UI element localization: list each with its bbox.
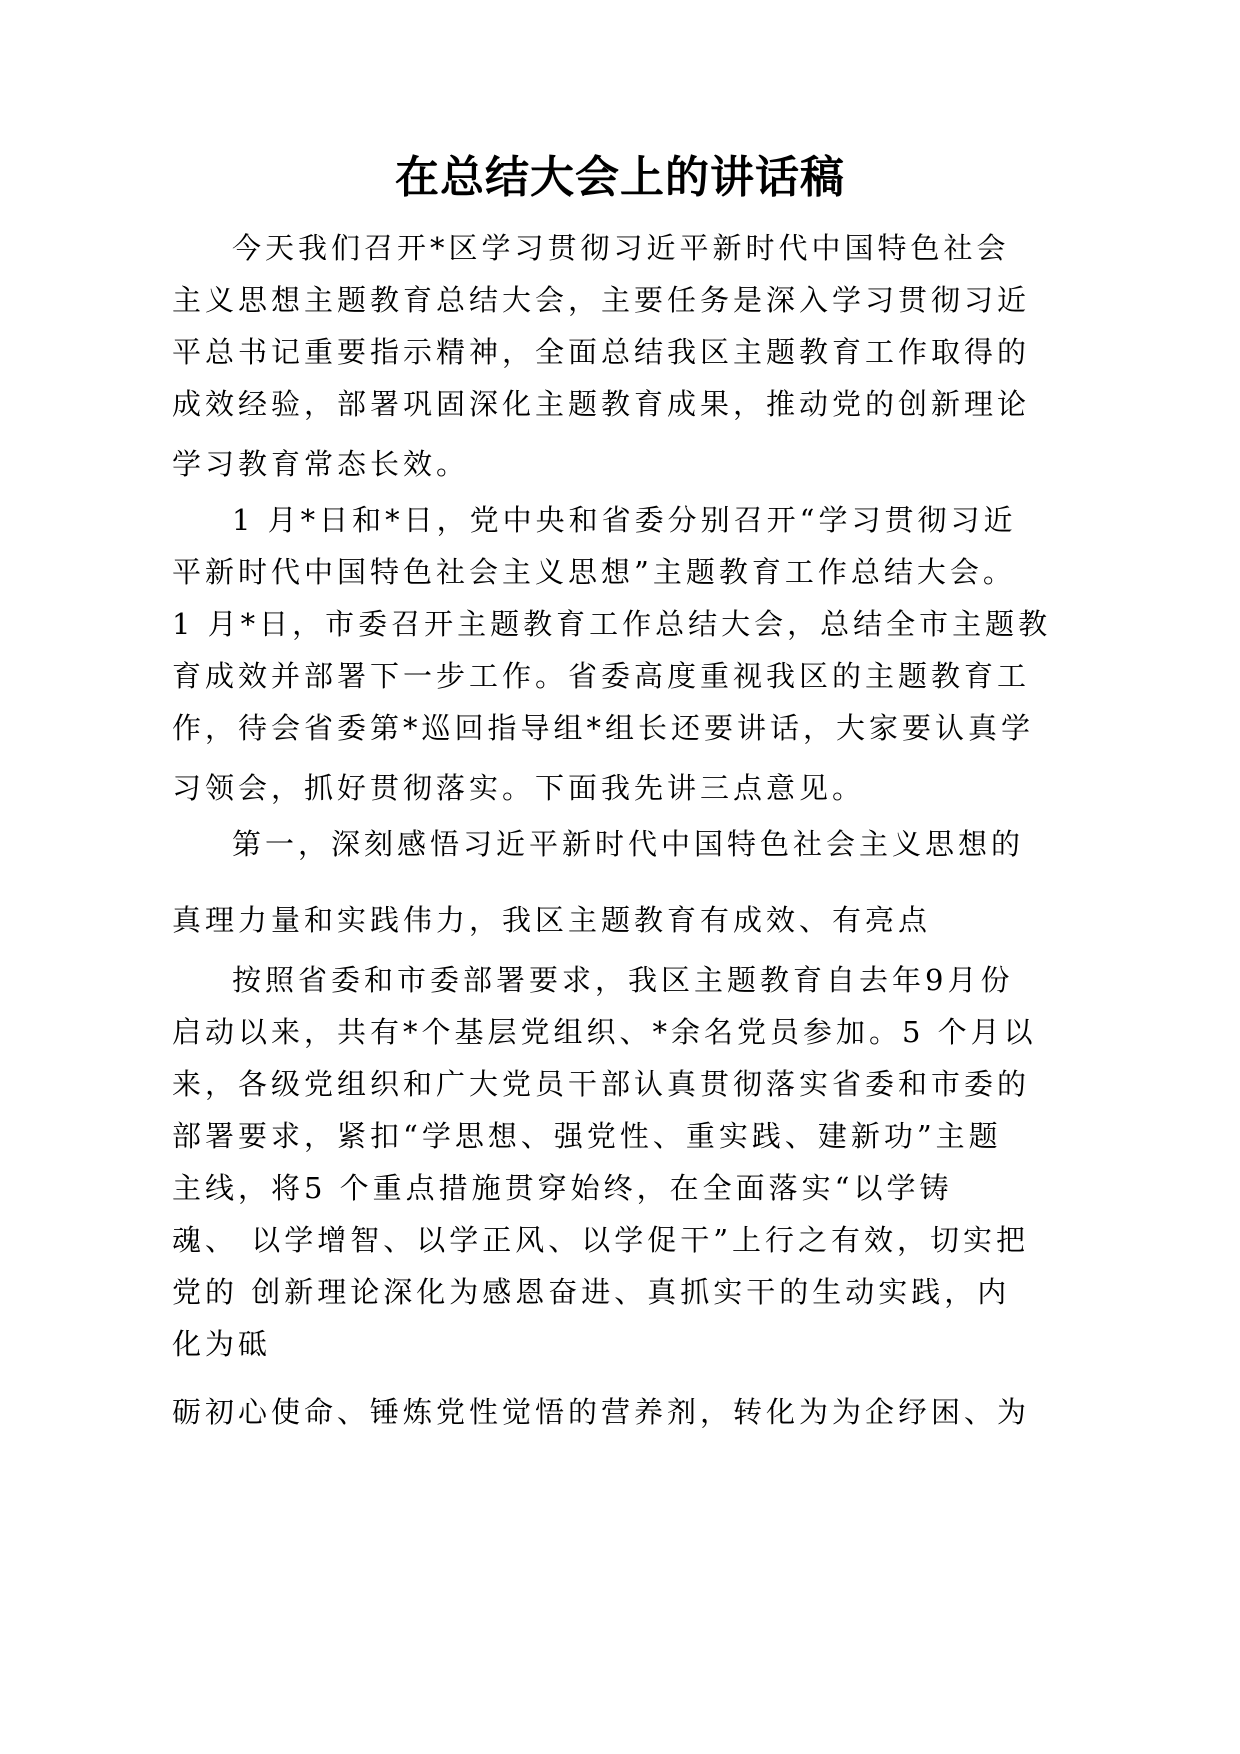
paragraph-line: 魂、 以学增智、以学正风、以学促干”上行之有效，切实把 [172, 1223, 1030, 1257]
paragraph-line: 1 月*日，市委召开主题教育工作总结大会，总结全市主题教 [172, 607, 1052, 641]
paragraph-line: 平总书记重要指示精神，全面总结我区主题教育工作取得的 [172, 335, 1031, 369]
paragraph-line: 1 月*日和*日，党中央和省委分别召开“学习贯彻习近 [232, 503, 1017, 537]
paragraph-line: 育成效并部署下一步工作。省委高度重视我区的主题教育工 [172, 659, 1031, 693]
paragraph-line: 学习教育常态长效。 [172, 447, 470, 481]
section-heading-line: 真理力量和实践伟力，我区主题教育有成效、有亮点 [172, 903, 932, 937]
paragraph-line: 作，待会省委第*巡回指导组*组长还要讲话，大家要认真学 [172, 711, 1035, 745]
paragraph-line: 砺初心使命、锤炼党性觉悟的营养剂，转化为为企纾困、为 [172, 1395, 1031, 1429]
paragraph-line: 部署要求，紧扣“学思想、强党性、重实践、建新功”主题 [172, 1119, 1002, 1153]
paragraph-line: 习领会，抓好贯彻落实。下面我先讲三点意见。 [172, 771, 866, 805]
paragraph-line: 党的 创新理论深化为感恩奋进、真抓实干的生动实践，内 [172, 1275, 1011, 1309]
paragraph-line: 平新时代中国特色社会主义思想”主题教育工作总结大会。 [172, 555, 1016, 589]
paragraph-line: 成效经验，部署巩固深化主题教育成果，推动党的创新理论 [172, 387, 1031, 421]
paragraph-line: 主线，将5 个重点措施贯穿始终，在全面落实“以学铸 [172, 1171, 953, 1205]
paragraph-line: 按照省委和市委部署要求，我区主题教育自去年9月份 [232, 963, 1014, 997]
document-title: 在总结大会上的讲话稿 [395, 152, 845, 203]
paragraph-line: 主义思想主题教育总结大会，主要任务是深入学习贯彻习近 [172, 283, 1031, 317]
paragraph-line: 启动以来，共有*个基层党组织、*余名党员参加。5 个月以 [172, 1015, 1037, 1049]
paragraph-line: 化为砥 [172, 1327, 272, 1361]
paragraph-line: 今天我们召开*区学习贯彻习近平新时代中国特色社会 [232, 231, 1010, 265]
section-heading-line: 第一，深刻感悟习近平新时代中国特色社会主义思想的 [232, 827, 1025, 861]
paragraph-line: 来，各级党组织和广大党员干部认真贯彻落实省委和市委的 [172, 1067, 1031, 1101]
